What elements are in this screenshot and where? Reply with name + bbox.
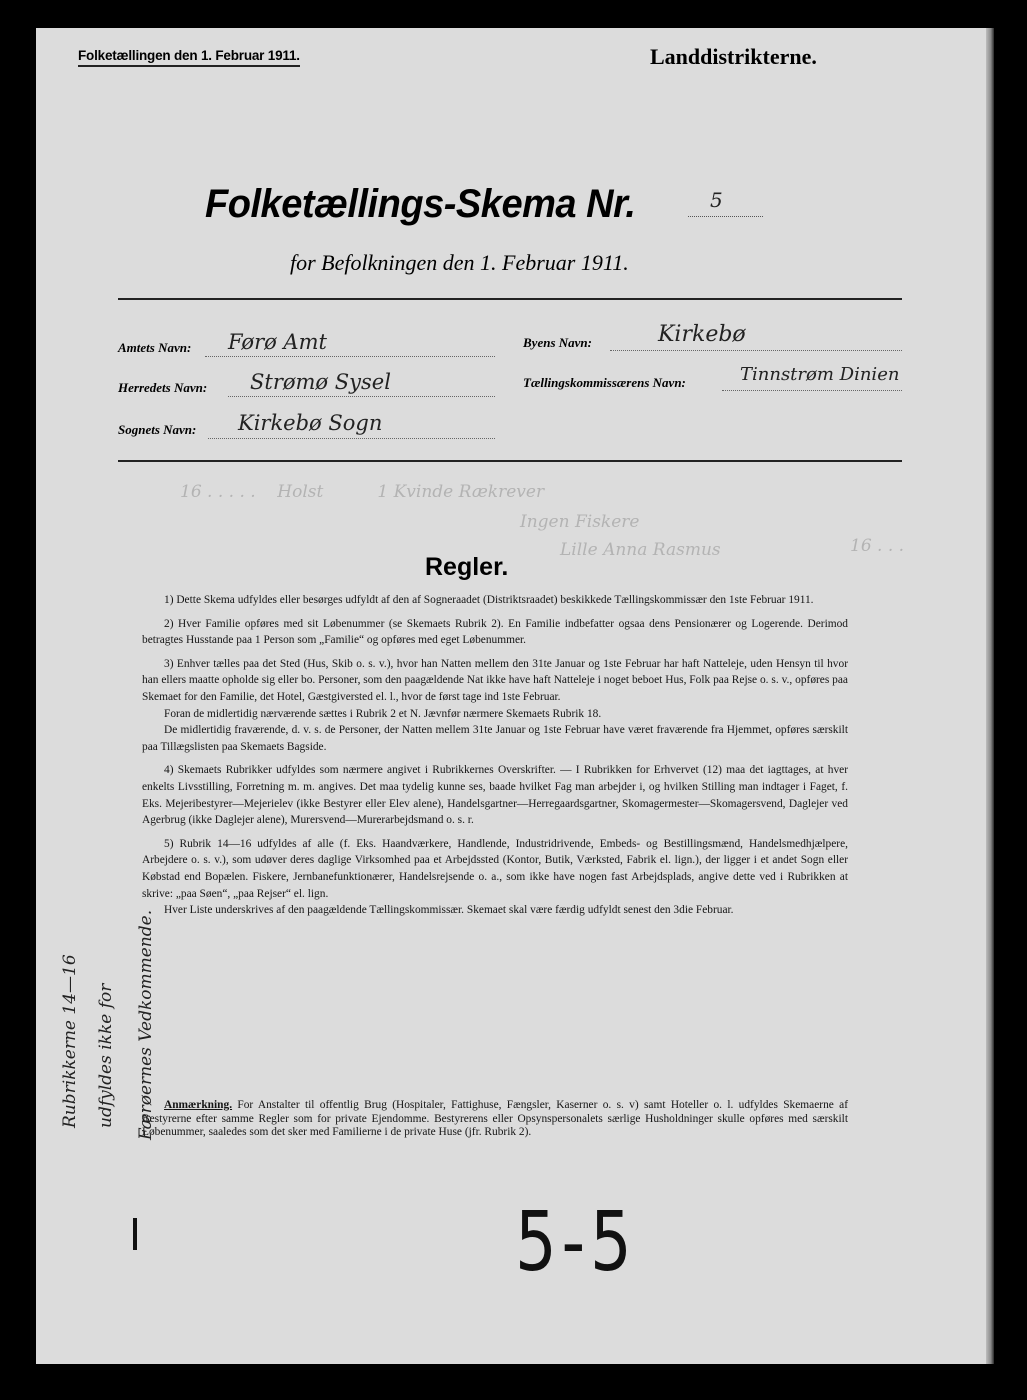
rules-body — [142, 592, 848, 926]
page-edge — [986, 28, 994, 1364]
rule-paragraph: De midlertidig fraværende, d. v. s. de Personer, der Natten mellem 31te Januar og 1ste Februar have været fraværende fra Hjemmet, opføres særskilt paa Tillægslisten paa Skemaets Bagside. — [142, 724, 848, 753]
by-value: Kirkebø — [658, 322, 746, 347]
pen-mark — [133, 1218, 137, 1250]
rule-paragraph: 1) Dette Skema udfyldes eller besørges udfyldt af den af Sogneraadet (Distriktsraadet) beskikkede Tællingskommissær den 1ste Februar 1911. — [164, 594, 814, 606]
form-title: Folketællings-Skema Nr. — [205, 182, 636, 226]
herred-value: Strømø Sysel — [250, 370, 391, 394]
by-line — [610, 330, 902, 351]
rule-paragraph: 4) Skemaets Rubrikker udfyldes som nærmere angivet i Rubrikkernes Overskrifter. — I Rubrikken for Erhvervet (12) maa det iagttages, at hver enkelts Livsstilling, Forretning m. m. angives. Det maa tydelig kunne ses, baade hvilket Fag man arbejder i, og hvilken Stilling man indtager i Faget, f. Eks. Mejeribestyrer—Mejerielev (ikke Bestyrer eller Elev alene), Handelsgartner—Herregaardsgartner, Skomagermester—Skomagersvend, Daglejer ved Agerbrug (ikke Daglejer alene), Murersvend—Murerarbejdsmand o. s. r. — [142, 764, 848, 827]
bleed-through-text: Ingen Fiskere — [520, 512, 640, 532]
sogn-value: Kirkebø Sogn — [238, 411, 383, 435]
margin-note-line-1: Rubrikkerne 14—16 — [60, 954, 80, 1128]
form-subtitle: for Befolkningen den 1. Februar 1911. — [290, 250, 629, 275]
amt-label: Amtets Navn: — [118, 340, 192, 355]
kommissaer-label: Tællingskommissærens Navn: — [523, 375, 686, 390]
handwritten-page-number: 5-5 — [515, 1195, 637, 1290]
bleed-through-text: 16 . . . — [850, 536, 905, 556]
amt-value: Førø Amt — [228, 330, 327, 354]
bleed-through-text: 16 . . . . . Holst 1 Kvinde Rækrever — [180, 482, 545, 502]
margin-note-line-3: Færøernes Vedkommende. — [136, 909, 156, 1140]
remark-text: For Anstalter til offentlig Brug (Hospitaler, Fattighuse, Fængsler, Kaserner o. s. v) samt Hoteller o. l. udfyldes Skemaerne af Bestyrerne efter samme Regler som for private Ejendomme. Bestyrerens eller Opsynspersonalets særlige Husholdninger skulle opføres med særskilt Løbenummer, saaledes som det sker med Familierne i de private Huse (jfr. Rubrik 2). — [142, 1099, 848, 1139]
form-number: 5 — [710, 188, 723, 212]
sogn-label: Sognets Navn: — [118, 422, 197, 437]
fields-divider — [118, 460, 902, 462]
remark-paragraph — [142, 1099, 848, 1140]
rule-paragraph: 2) Hver Familie opføres med sit Løbenummer (se Skemaets Rubrik 2). En Familie indbefatter ogsaa dens Pensionærer og Logerende. Derimod betragtes Husstande paa 1 Person som „Familie“ og opføres med eget Løbenummer. — [142, 617, 848, 647]
by-label: Byens Navn: — [523, 335, 592, 350]
bleed-through-text: Lille Anna Rasmus — [560, 540, 721, 560]
header-divider — [118, 298, 902, 300]
remark-label: Anmærkning. — [164, 1099, 233, 1111]
district-type: Landdistrikterne. — [650, 44, 817, 69]
form-number-field — [688, 190, 763, 217]
census-date-label: Folketællingen den 1. Februar 1911. — [78, 48, 300, 67]
rule-paragraph: 5) Rubrik 14—16 udfyldes af alle (f. Eks. Haandværkere, Handlende, Industridrivende, Embeds- og Bestillingsmænd, Handelsmedhjælpere, Arbejdere o. s. v.), som udøver deres daglige Virksomhed paa et Arbejdssted (Kontor, Butik, Værksted, Fabrik el. lign.), der ligger i et andet Sogn eller Købstad end Bopælen. Fiskere, Jernbanefunktionærer, Handelsrejsende o. a., som ikke have nogen fast Arbejdsplads, angive dette ved i Rubrikken at skrive: „paa Søen“, „paa Rejser“ el. lign. — [142, 837, 848, 900]
rule-paragraph: 3) Enhver tælles paa det Sted (Hus, Skib o. s. v.), hvor han Natten mellem den 31te Januar og 1ste Februar har haft Natteleje, uden Hensyn til hvor han ellers maatte opholde sig eller bo. Personer, som den paagældende Nat ikke have haft Natteleje i noget beboet Hus, Folk paa Rejse o. s. v., opføres paa Skemaet for den Familie, det Hotel, Gæstgiversted el. l., hvor de først tage ind 1ste Februar. — [142, 657, 848, 703]
kommissaer-value: Tinnstrøm Dinien — [740, 364, 900, 385]
margin-note-line-2: udfyldes ikke for — [96, 983, 116, 1128]
rules-heading: Regler. — [425, 553, 509, 581]
rule-paragraph: Hver Liste underskrives af den paagældende Tællingskommissær. Skemaet skal være færdig udfyldt senest den 3die Februar. — [164, 904, 734, 917]
herred-label: Herredets Navn: — [118, 380, 208, 395]
rule-paragraph: Foran de midlertidig nærværende sættes i Rubrik 2 et N. Jævnfør nærmere Skemaets Rubrik 18. — [164, 707, 602, 720]
